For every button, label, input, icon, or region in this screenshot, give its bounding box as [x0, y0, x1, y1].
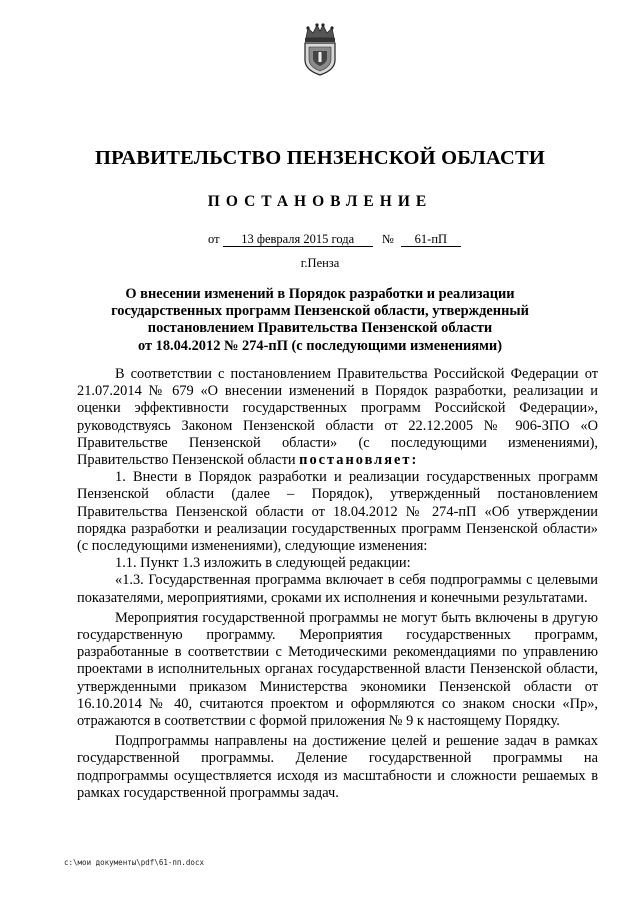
heading-line: государственных программ Пензенской области, утвержденный: [111, 303, 529, 320]
document-type: ПОСТАНОВЛЕНИЕ: [207, 193, 433, 210]
document-date: 13 февраля 2015 года: [223, 233, 373, 247]
document-heading: [60, 286, 580, 355]
number-prefix: №: [381, 232, 394, 246]
heading-line: О внесении изменений в Порядок разработки и реализации: [125, 286, 515, 302]
resolution-keyword: постановляет:: [299, 452, 419, 469]
paragraph: «1.3. Государственная программа включает в себя подпрограммы с целевыми показателями, мероприятиями, сроками их исполнения и конечными результатами.: [77, 572, 598, 606]
date-prefix: от: [208, 232, 220, 246]
government-title: ПРАВИТЕЛЬСТВО ПЕНЗЕНСКОЙ ОБЛАСТИ: [95, 147, 545, 169]
file-path-footer: c:\мои документы\pdf\61-пп.docx: [64, 858, 204, 867]
paragraph: Мероприятия государственной программы не могут быть включены в другую государственную программу. Мероприятия государственных программ, разработанные в соответствии с Методическими рекомендациями по управлению проектами в исполнительных органах государственной власти Пензенской области, утвержденными приказом Министерства экономики Пензенской области от 16.10.2014 № 40, считаются проектом и оформляются со знаком сноски «Пр», отражаются в соответствии с формой приложения № 9 к настоящему Порядку.: [77, 609, 598, 730]
heading-line: от 18.04.2012 № 274-пП (с последующими изменениями): [137, 337, 503, 354]
penza-coat-of-arms-icon: [298, 22, 342, 77]
city: г.Пенза: [300, 256, 340, 270]
paragraph: 1.1. Пункт 1.3 изложить в следующей редакции:: [115, 555, 411, 572]
heading-line: постановлением Правительства Пензенской области: [147, 320, 493, 337]
paragraph-text: В соответствии с постановлением Правительства Российской Федерации от 21.07.2014 № 679 «О внесении изменений в Порядок разработки, реализации и оценки эффективности государственных программ Российской Федерации», руководствуясь Законом Пензенской области от 22.12.2005 № 906-ЗПО «О Правительстве Пензенской области» (с последующими изменениями), Правительство Пензенской области: [77, 366, 598, 469]
document-body: [77, 366, 598, 802]
paragraph: [77, 366, 598, 469]
paragraph: Подпрограммы направлены на достижение целей и решение задач в рамках государственной программы. Деление государственной программы на подпрограммы осуществляется исходя из масштабности и сложности решаемых в рамках государственной программы задач.: [77, 733, 598, 801]
document-number: 61-пП: [401, 233, 461, 247]
document-meta: [208, 232, 461, 247]
paragraph: 1. Внести в Порядок разработки и реализации государственных программ Пензенской области (далее – Порядок), утвержденный постановлением Правительства Пензенской области от 18.04.2012 № 274-пП «Об утверждении порядка разработки и реализации государственных программ Пензенской области» (с последующими изменениями), следующие изменения:: [77, 469, 598, 555]
